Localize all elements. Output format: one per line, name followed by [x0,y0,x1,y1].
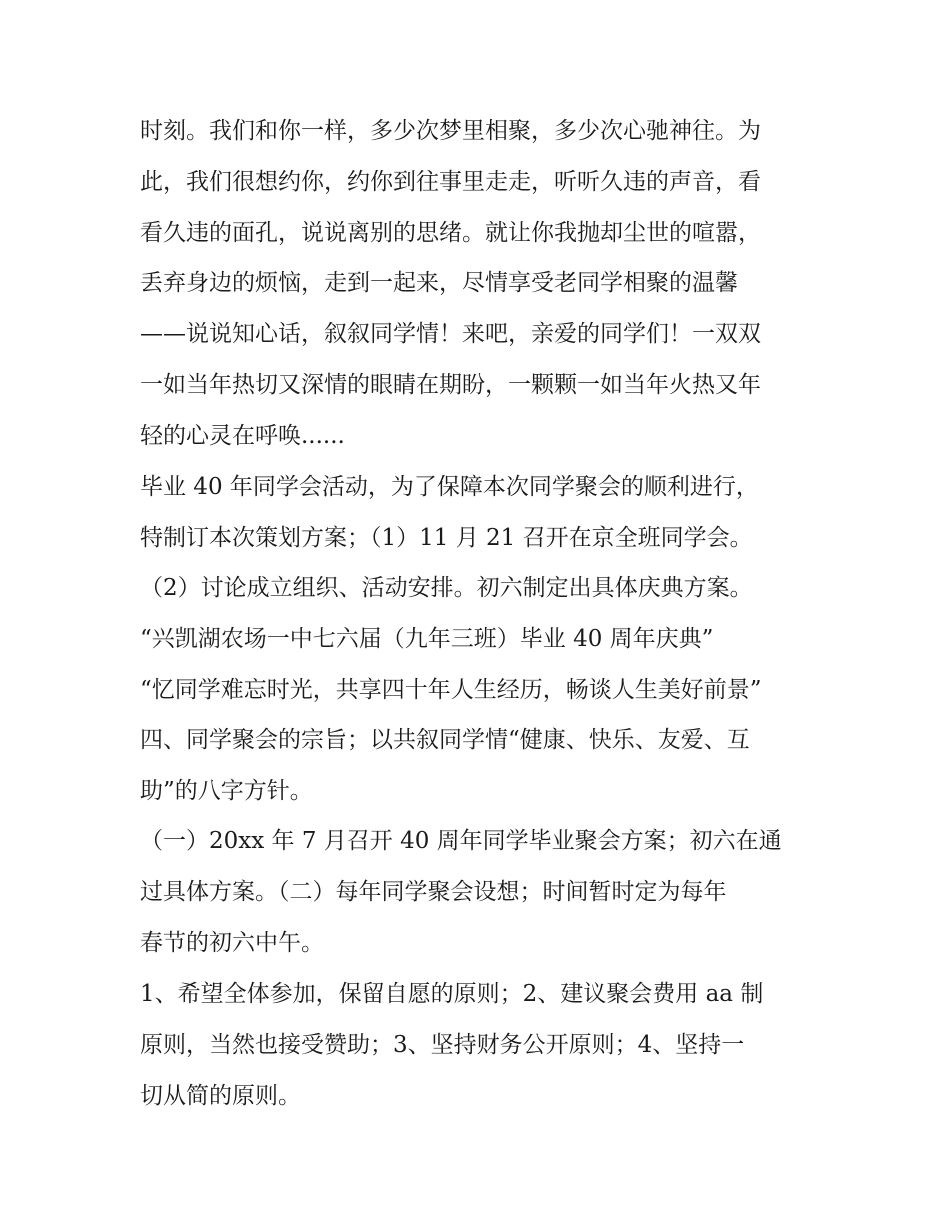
text-line: 原则，当然也接受赞助；3、坚持财务公开原则；4、坚持一 [140,1031,745,1058]
text-line: 春节的初六中午。 [140,929,324,956]
text-line: 轻的心灵在呼唤...... [140,422,345,449]
text-line: 此，我们很想约你，约你到往事里走走，听听久违的声音，看 [140,168,761,195]
text-line: 一如当年热切又深情的眼睛在期盼，一颗颗一如当年火热又年 [140,371,761,398]
text-line: 切从简的原则。 [140,1082,301,1109]
text-line: “忆同学难忘时光，共享四十年人生经历，畅谈人生美好前景” [140,676,762,703]
text-line: 过具体方案。（二）每年同学聚会设想；时间暂时定为每年 [140,878,727,905]
paragraph-reunion-invitation [140,106,830,462]
text-line: 1、希望全体参加，保留自愿的原则；2、建议聚会费用 aa 制 [140,981,764,1007]
paragraph-plan-intro [140,462,830,564]
text-line: 看久违的面孔，说说离别的思绪。就让你我抛却尘世的喧嚣， [140,219,761,246]
paragraph-schedule [140,816,830,968]
text-line: 四、同学聚会的宗旨；以共叙同学情“健康、快乐、友爱、互 [140,727,750,754]
text-line: 时刻。我们和你一样，多少次梦里相聚，多少次心驰神往。为 [140,118,761,144]
text-line: （一）20xx 年 7 月召开 40 周年同学毕业聚会方案；初六在通 [140,828,782,854]
text-line: ——说说知心话，叙叙同学情！来吧，亲爱的同学们！一双双 [140,321,761,348]
text-line: “兴凯湖农场一中七六届（九年三班）毕业 40 周年庆典” [140,625,714,652]
text-line: 特制订本次策划方案；（1）11 月 21 召开在京全班同学会。 [140,524,753,551]
text-line: 助”的八字方针。 [140,778,313,805]
paragraph-organization-theme [140,563,830,817]
text-line: 丢弃身边的烦恼，走到一起来，尽情享受老同学相聚的温馨 [140,270,738,297]
paragraph-principles [140,969,830,1121]
text-line: （2）讨论成立组织、活动安排。初六制定出具体庆典方案。 [140,575,753,601]
text-line: 毕业 40 年同学会活动，为了保障本次同学聚会的顺利进行， [140,474,759,500]
